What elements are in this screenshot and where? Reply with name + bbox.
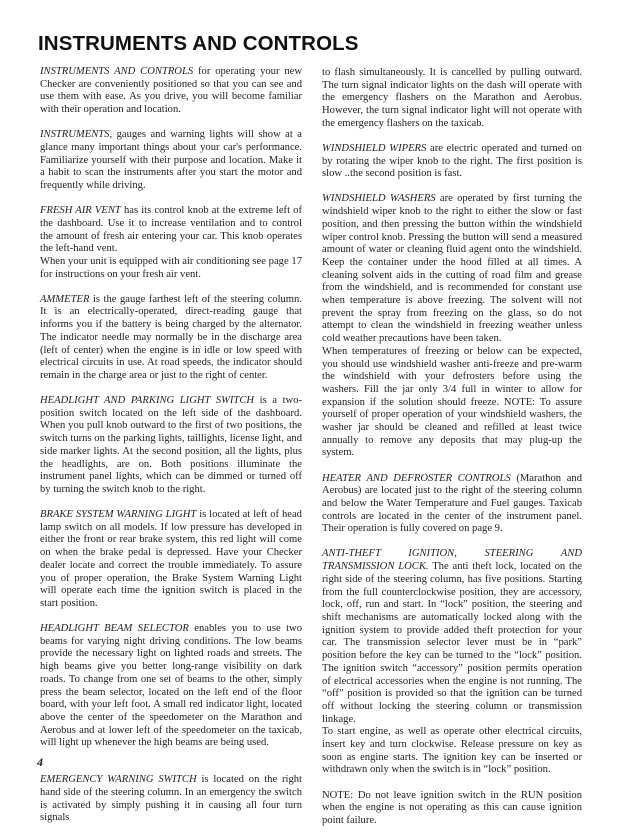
paragraph-body: NOTE: Do not leave ignition switch in the RUN position when the engine is not operating as this can cause ignition point failure. — [322, 789, 582, 826]
right-column — [322, 67, 582, 840]
paragraph-instruments — [40, 129, 302, 193]
paragraph-body: for operating your new Checker are conveniently positioned so that you can see and use them with ease. As you drive, you will become familiar with their operation and location. — [40, 66, 302, 116]
paragraph-heading: HEADLIGHT BEAM SELECTOR — [40, 623, 189, 635]
paragraph-heading: INSTRUMENTS AND CONTROLS — [40, 66, 194, 77]
page-title: INSTRUMENTS AND CONTROLS — [38, 32, 359, 55]
paragraph-heading: FRESH AIR VENT — [40, 205, 121, 217]
paragraph-air-conditioning-note — [40, 256, 302, 281]
paragraph-body: to flash simultaneously. It is cancelled by pulling outward. The turn signal indicator lights on the dash will operate with the emergency flashers on the Marathon and Aerobus. However, the turn signal indicator light will not operate with the emergency flashers on the taxicab. — [322, 67, 582, 129]
paragraph-headlight-beam-selector — [40, 623, 302, 750]
paragraph-heading: AMMETER — [40, 293, 90, 305]
paragraph-body: enables you to use two beams for varying night driving conditions. The low beams provide the necessary light on lighted roads and streets. The high beams give you better long-range visibility on dark roads. To change from one set of beams to the other, simply press the beam selector, located on the left end of the floor board, with your left foot. A small red indicator light, located above the center of the speedometer on the Marathon and Aerobus and at lower left of the speedometer on the taxicab, will light up whenever the high beams are being used. — [40, 623, 302, 749]
paragraph-body: is located at left of head lamp switch on all models. If low pressure has developed in either the front or rear brake system, this red light will come on when the brake pedal is depressed. Have your Checker dealer locate and correct the trouble immediately. To assure you of proper operation, the Brake System Warning Light will operate each time the ignition switch is placed in the start position. — [40, 509, 302, 609]
paragraph-start-engine — [322, 726, 582, 777]
left-column — [40, 66, 302, 837]
paragraph-body: is the gauge farthest left of the steering column. It is an electrically-operated, direct-reading gauge that informs you if the battery is being charged by the alternator. The indicator needle may normally be in the discharge area (left of center) when the engine is in idle or low speed with electrical circuits in use. At road speeds, the indicator should remain in the charge area or just to the right of center. — [40, 293, 302, 381]
paragraph-heading: ANTI-THEFT IGNITION, STEERING AND TRANSMISSION LOCK. — [322, 548, 582, 573]
paragraph-brake-warning-light — [40, 509, 302, 611]
paragraph-body: (Marathon and Aerobus) are located just to the right of the steering column and below the Water Temperature and Fuel gauges. Taxicab controls are located in the center of the instrument panel. Their operation is fully covered on page 9. — [322, 472, 582, 535]
paragraph-ignition-note — [322, 790, 582, 828]
paragraph-body: is located on the right hand side of the steering column. In an emergency the switch is activated by simply pushing it in causing all four turn signals — [40, 774, 302, 824]
paragraph-washer-freezing — [322, 346, 582, 460]
paragraph-heading: HEATER AND DEFROSTER CONTROLS — [322, 472, 511, 484]
paragraph-heading: BRAKE SYSTEM WARNING LIGHT — [40, 509, 197, 521]
paragraph-body: To start engine, as well as operate other electrical circuits, insert key and turn clockwise. Release pressure on key as soon as engine starts. The ignition key can be inserted or withdrawn only when the switch is in “lock” position. — [322, 726, 582, 776]
paragraph-body: When your unit is equipped with air conditioning see page 17 for instructions on your fresh air vent. — [40, 255, 302, 280]
paragraph-anti-theft-lock — [322, 548, 582, 726]
paragraph-ammeter — [40, 294, 302, 383]
paragraph-body: are operated by first turning the windshield wiper knob to the right to either the slow or fast position, and then pressing the button within the windshield wiper control knob. Pressing the button will send a measured amount of water or cleaning fluid agent onto the windshield. Keep the container under the hood filled at all times. A cleaning solvent aids in the cutting of road film and grease from the windshield, and is recommended for constant use when temperature is above freezing. The solvent will not prevent the spray from freezing on the glass, so do not attempt to clean the windshield in freezing weather unless cold weather precautions have been taken. — [322, 193, 582, 345]
page-number: 4 — [37, 755, 43, 769]
paragraph-fresh-air-vent — [40, 205, 302, 256]
paragraph-heater-defroster — [322, 473, 582, 537]
paragraph-headlight-switch — [40, 395, 302, 497]
paragraph-heading: WINDSHIELD WIPERS — [322, 142, 427, 154]
paragraph-body: The anti theft lock, located on the right side of the steering column, has five positions. Starting from the full counterclockwise position, they are accessory, lock, off, run and start. In “lock” position, the steering and shift mechanisms are automatically locked along with the ignition system to provide added theft protection for your car. The transmission selector lever must be in “park” position before the key can be turned to the “lock” position. The ignition switch “accessory” position permits operation of electrical accessories when the engine is not running. The “off” position is provided so that the ignition can be turned off without locking the steering column or transmission linkage. — [322, 561, 582, 725]
paragraph-body: is a two-position switch located on the left side of the dashboard. When you pull knob outward to the first of two positions, the switch turns on the parking lights, taillights, license light, and side marker lights. At the second position, all the lights, plus the headlights, are on. Both positions illuminate the instrument panel lights, which can be dimmed or turned off by turning the switch knob to the right. — [40, 395, 302, 495]
paragraph-emergency-continued — [322, 67, 582, 131]
paragraph-instruments-and-controls — [40, 66, 302, 117]
paragraph-body: gauges and warning lights will show at a glance many important things about your car's performance. Familiarize yourself with their purpose and location. Make it a habit to scan the instruments after you start the motor and frequently while driving. — [40, 129, 302, 192]
paragraph-heading: EMERGENCY WARNING SWITCH — [40, 774, 197, 786]
paragraph-body: are electric operated and turned on by rotating the wiper knob to the right. The first position is slow ..the second position is fast. — [322, 142, 582, 180]
paragraph-windshield-wipers — [322, 143, 582, 181]
paragraph-body: has its control knob at the extreme left of the dashboard. Use it to increase ventilation and to control the amount of fresh air entering your car. This knob operates the left-hand vent. — [40, 205, 302, 255]
paragraph-heading: INSTRUMENTS, — [40, 129, 113, 141]
paragraph-heading: WINDSHIELD WASHERS — [322, 193, 436, 205]
paragraph-heading: HEADLIGHT AND PARKING LIGHT SWITCH — [40, 395, 255, 407]
paragraph-windshield-washers — [322, 193, 582, 345]
paragraph-body: When temperatures of freezing or below can be expected, you should use windshield washer anti-freeze and pre-warm the windshield with your defrosters before using the washers. Fill the jar only 3/4 full in winter to allow for expansion if the solution should freeze. NOTE: To assure yourself of proper operation of your windshield washers, the washer jar should be cleaned and refilled at least twice annually to remove any deposits that may plug-up the system. — [322, 345, 582, 459]
